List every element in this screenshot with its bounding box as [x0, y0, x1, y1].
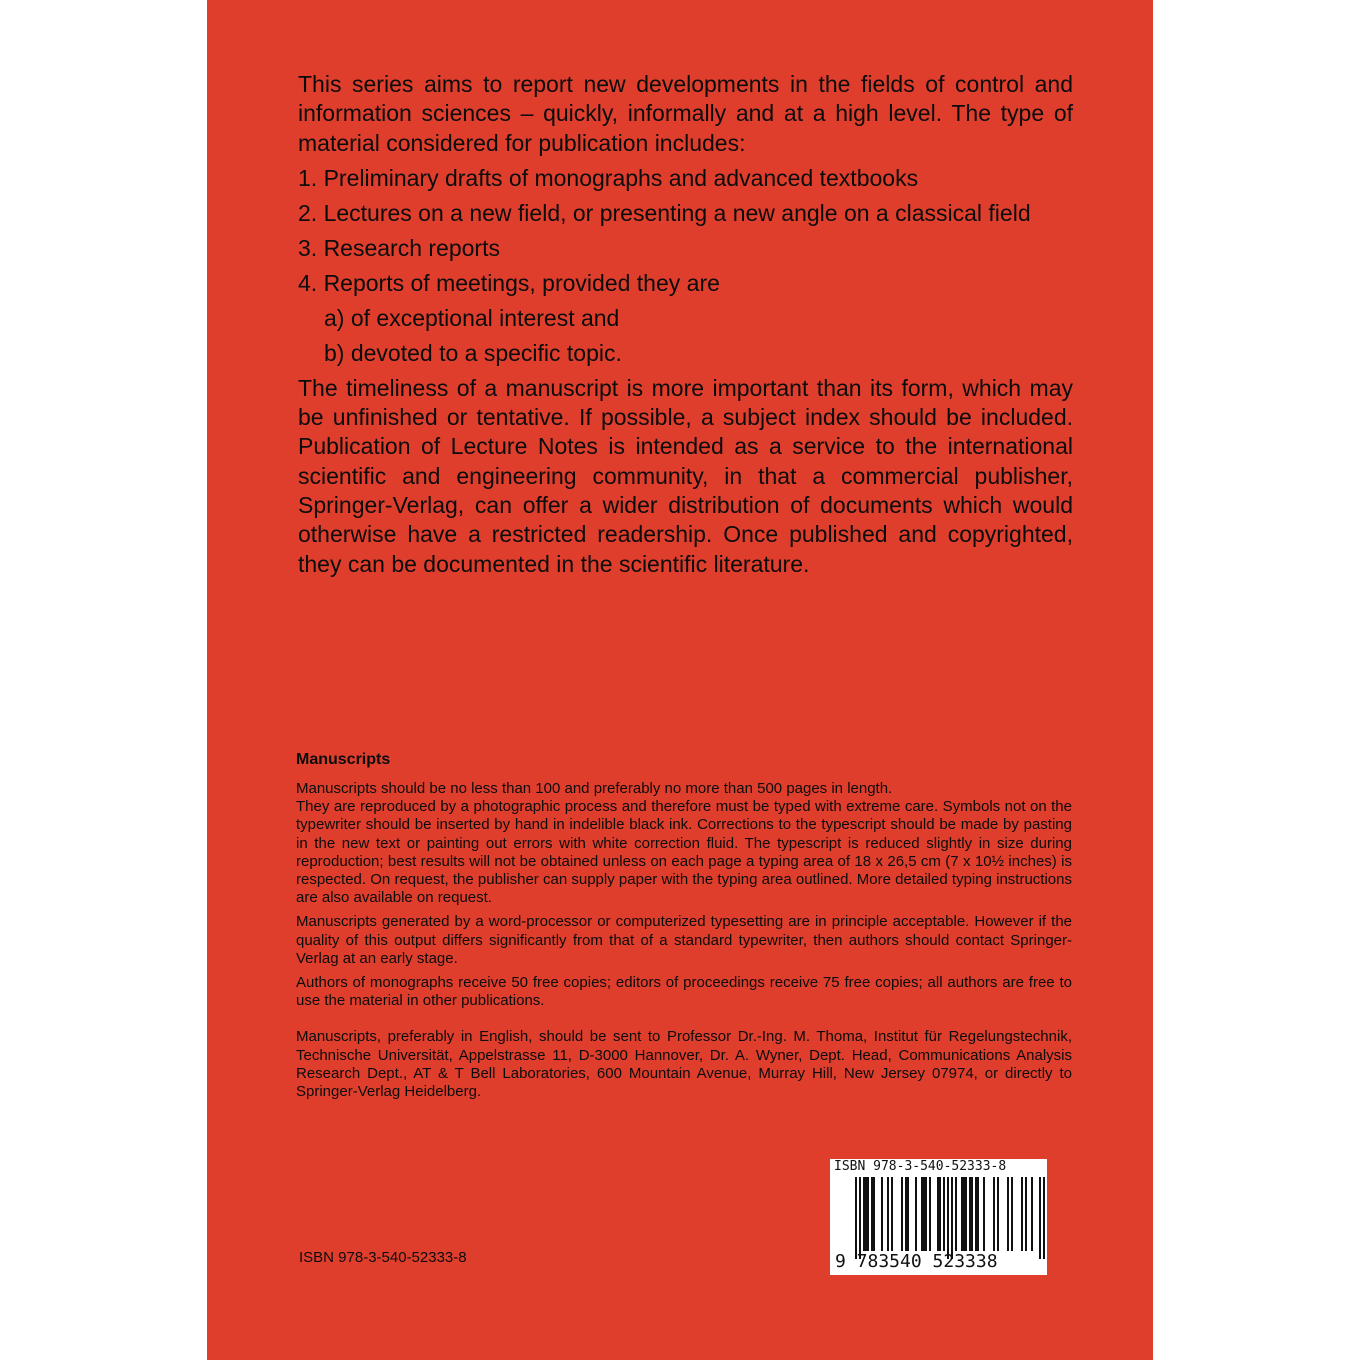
barcode-digits: 9 783540 523338 [835, 1251, 998, 1272]
barcode-bar [939, 1177, 941, 1251]
barcode-bar [887, 1177, 889, 1251]
barcode-bar [993, 1177, 995, 1251]
barcode-bar [961, 1177, 963, 1251]
barcode-bar [871, 1177, 873, 1251]
barcode-bar [951, 1177, 953, 1259]
barcode-bar [923, 1177, 925, 1251]
barcode-bar [1025, 1177, 1027, 1251]
barcode-bar [925, 1177, 927, 1251]
barcode-bar [963, 1177, 965, 1251]
barcode-bar [891, 1177, 893, 1251]
barcode-bar [905, 1177, 907, 1251]
barcode-bar [1039, 1177, 1041, 1259]
barcode-bar [859, 1177, 861, 1259]
barcode-bar [907, 1177, 909, 1251]
list-item: 2. Lectures on a new field, or presenting a new angle on a classical field [298, 199, 1031, 226]
barcode-bar [1031, 1177, 1033, 1251]
barcode-bar [969, 1177, 971, 1251]
barcode-bar [1021, 1177, 1023, 1251]
barcode-bar [929, 1177, 931, 1251]
barcode-bar [997, 1177, 999, 1251]
manuscripts-typing: They are reproduced by a photographic process and therefore must be typed with extreme care. Symbols not on the typewriter should be inserted by hand in indelible black ink. Corrections to the typescript should be made by pasting in the new text or painting out errors with white correction fluid. The typescript is reduced slightly in size during reproduction; best results will not be obtained unless on each page a typing area of 18 x 26,5 cm (7 x 10½ inches) is respected. On request, the publisher can supply paper with the typing area outlined. More detailed typing instructions are also available on request. [296, 798, 1072, 907]
manuscripts-free-copies: Authors of monographs receive 50 free copies; editors of proceedings receive 75 free copies; all authors are free to use the material in other publications. [296, 974, 1072, 1010]
barcode-bar [955, 1177, 957, 1251]
back-cover [207, 0, 1153, 1360]
barcode-bar [867, 1177, 869, 1251]
barcode-bar [965, 1177, 967, 1251]
manuscripts-word-processor: Manuscripts generated by a word-processor or computerized typesetting are in principle acceptable. However if the quality of this output differs significantly from that of a standard typewriter, then authors should contact Springer-Verlag at an early stage. [296, 913, 1072, 967]
list-subitem: a) of exceptional interest and [324, 304, 620, 331]
barcode-bar [865, 1177, 867, 1251]
barcode-bar [971, 1177, 973, 1251]
manuscripts-section [296, 749, 1072, 1101]
intro-paragraph: This series aims to report new developments in the fields of control and information sciences – quickly, informally and at a high level. The type of material considered for publication includes: [298, 71, 1073, 156]
manuscripts-address: Manuscripts, preferably in English, should be sent to Professor Dr.-Ing. M. Thoma, Institut für Regelungstechnik, Technische Universität, Appelstrasse 11, D-3000 Hannover, Dr. A. Wyner, Dept. Head, Communications Analysis Research Dept., AT & T Bell Laboratories, 600 Mountain Avenue, Murray Hill, New Jersey 07974, or directly to Springer-Verlag Heidelberg. [296, 1028, 1072, 1101]
barcode-bar [947, 1177, 949, 1259]
barcode-bar [921, 1177, 923, 1251]
list-item: 1. Preliminary drafts of monographs and advanced textbooks [298, 164, 919, 191]
barcode-bar [1011, 1177, 1013, 1251]
closing-paragraph: The timeliness of a manuscript is more important than its form, which may be unfinished or tentative. If possible, a subject index should be included. Publication of Lecture Notes is intended as a service to the international scientific and engineering community, in that a commercial publisher, Springer-Verlag, can offer a wider distribution of documents which would otherwise have a restricted readership. Once published and copyrighted, they can be documented in the scientific literature. [298, 374, 1073, 577]
manuscripts-heading: Manuscripts [296, 751, 391, 768]
barcode-bar [943, 1177, 945, 1251]
list-item: 3. Research reports [298, 234, 500, 261]
barcode-bar [937, 1177, 939, 1251]
barcode-isbn-label: ISBN 978-3-540-52333-8 [834, 1159, 1007, 1174]
barcode-bar [977, 1177, 979, 1251]
list-subitem: b) devoted to a specific topic. [324, 339, 622, 366]
barcode-bar [1043, 1177, 1045, 1259]
barcode-bar [901, 1177, 903, 1251]
barcode-bar [983, 1177, 985, 1251]
barcode-bar [873, 1177, 875, 1251]
barcode-bar [975, 1177, 977, 1251]
material-list [298, 161, 1073, 371]
series-description [298, 70, 1073, 579]
list-item: 4. Reports of meetings, provided they are [298, 269, 720, 296]
barcode-bar [855, 1177, 857, 1259]
barcode-bar [863, 1177, 865, 1251]
isbn-label: ISBN 978-3-540-52333-8 [299, 1249, 467, 1266]
barcode-bar [881, 1177, 883, 1251]
manuscripts-length: Manuscripts should be no less than 100 and preferably no more than 500 pages in length. [296, 780, 893, 797]
barcode-bar [1007, 1177, 1009, 1251]
barcode-bar [915, 1177, 917, 1251]
barcode [830, 1159, 1047, 1275]
